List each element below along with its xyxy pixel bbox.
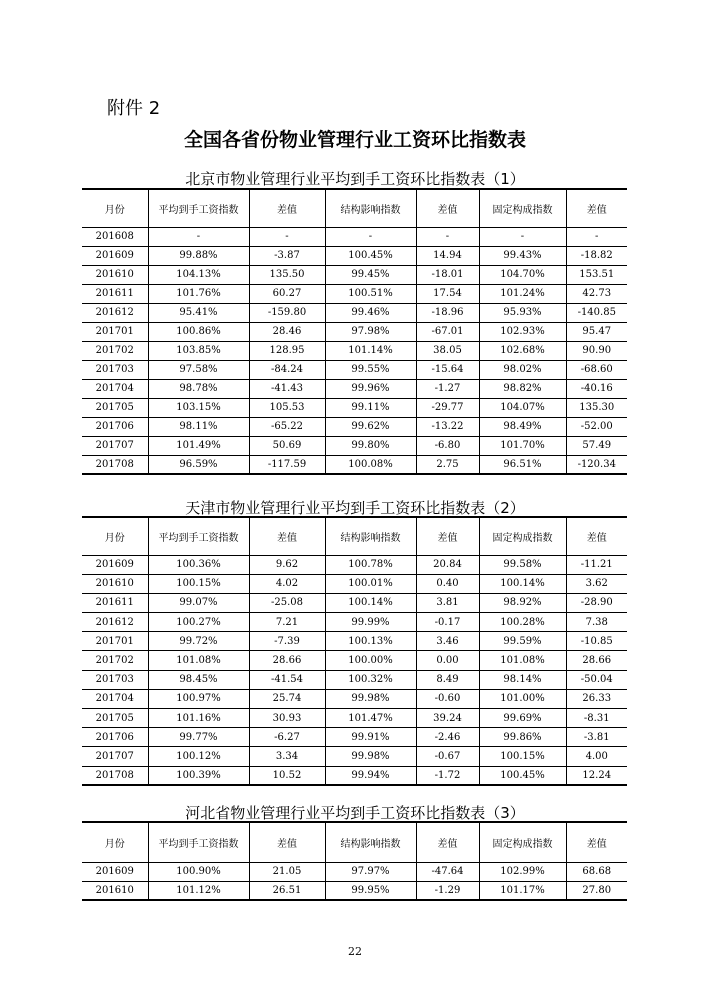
table-cell: 99.94% [325,766,416,785]
table-cell: 100.32% [325,670,416,689]
table-cell: 104.13% [148,265,249,284]
table-cell: 103.15% [148,398,249,417]
table-cell: 98.92% [479,593,566,612]
month-cell: 201707 [82,436,148,455]
table-cell: 100.01% [325,574,416,593]
column-header: 结构影响指数 [325,517,416,555]
table-cell: 99.98% [325,689,416,708]
table-cell: -41.43 [249,379,325,398]
month-cell: 201609 [82,555,148,574]
table-cell: 102.99% [479,862,566,881]
table-cell: -10.85 [566,632,627,651]
table-cell: 95.47 [566,322,627,341]
table-row [82,417,627,436]
table-cell: 99.45% [325,265,416,284]
table-cell: 30.93 [249,709,325,728]
table-header-row [82,517,627,555]
table-cell: 96.59% [148,455,249,474]
table-cell: 26.51 [249,881,325,900]
column-header: 平均到手工资指数 [148,822,249,862]
table-cell: 100.51% [325,284,416,303]
table-cell: 14.94 [416,246,479,265]
table-cell: -8.31 [566,709,627,728]
table-cell: -3.87 [249,246,325,265]
table-cell: -7.39 [249,632,325,651]
table-row [82,227,627,246]
table-cell: 101.17% [479,881,566,900]
table-cell: - [416,227,479,246]
table-cell: 101.49% [148,436,249,455]
column-header: 差值 [249,189,325,227]
table-row [82,246,627,265]
table-cell: -1.29 [416,881,479,900]
table-cell: 100.15% [148,574,249,593]
table-row [82,709,627,728]
table-cell: -18.01 [416,265,479,284]
table-cell: 4.00 [566,747,627,766]
month-cell: 201705 [82,398,148,417]
table-cell: - [148,227,249,246]
table-cell: 100.27% [148,613,249,632]
table-cell: 42.73 [566,284,627,303]
table-tianjin [82,516,627,786]
month-cell: 201702 [82,651,148,670]
table-cell: -29.77 [416,398,479,417]
column-header: 平均到手工资指数 [148,189,249,227]
table-cell: 98.82% [479,379,566,398]
table-cell: 57.49 [566,436,627,455]
column-header: 月份 [82,822,148,862]
table-row [82,593,627,612]
table-cell: 3.46 [416,632,479,651]
table-row [82,360,627,379]
table-cell: 99.59% [479,632,566,651]
column-header: 差值 [416,517,479,555]
table-cell: 50.69 [249,436,325,455]
table-cell: -0.17 [416,613,479,632]
table-cell: 101.08% [148,651,249,670]
table-cell: 10.52 [249,766,325,785]
table-cell: -0.60 [416,689,479,708]
table-cell: 99.86% [479,728,566,747]
table-cell: 98.78% [148,379,249,398]
table-row [82,574,627,593]
table-cell: 101.76% [148,284,249,303]
table-cell: 99.55% [325,360,416,379]
table-cell: 95.93% [479,303,566,322]
table-cell: -25.08 [249,593,325,612]
page-number: 22 [348,945,362,958]
table-row [82,379,627,398]
table-cell: 99.88% [148,246,249,265]
table-cell: 98.11% [148,417,249,436]
table-cell: 100.12% [148,747,249,766]
table-row [82,613,627,632]
table-cell: 97.58% [148,360,249,379]
table-cell: 135.50 [249,265,325,284]
table-cell: 100.86% [148,322,249,341]
table-cell: 99.77% [148,728,249,747]
page-title: 全国各省份物业管理行业工资环比指数表 [183,129,526,151]
table-cell: 100.14% [479,574,566,593]
table-cell: 104.07% [479,398,566,417]
table-cell: -67.01 [416,322,479,341]
table-row [82,651,627,670]
table-cell: 100.45% [325,246,416,265]
table-cell: -120.34 [566,455,627,474]
table-cell: 135.30 [566,398,627,417]
table-cell: 0.00 [416,651,479,670]
table-cell: 99.69% [479,709,566,728]
table-row [82,728,627,747]
table-cell: 100.13% [325,632,416,651]
table-cell: 104.70% [479,265,566,284]
table-cell: 100.15% [479,747,566,766]
column-header: 固定构成指数 [479,189,566,227]
table-cell: 20.84 [416,555,479,574]
table-cell: 28.66 [249,651,325,670]
table-cell: 3.81 [416,593,479,612]
table-cell: 4.02 [249,574,325,593]
month-cell: 201609 [82,862,148,881]
table-cell: 99.91% [325,728,416,747]
table-cell: -84.24 [249,360,325,379]
table-title-tianjin: 天津市物业管理行业平均到手工资环比指数表（2） [185,499,525,517]
table-cell: 99.80% [325,436,416,455]
table-cell: 101.16% [148,709,249,728]
month-cell: 201612 [82,613,148,632]
table-cell: 99.72% [148,632,249,651]
table-cell: -1.27 [416,379,479,398]
column-header: 差值 [566,517,627,555]
table-cell: 101.00% [479,689,566,708]
column-header: 平均到手工资指数 [148,517,249,555]
table-cell: 100.08% [325,455,416,474]
table-cell: 102.68% [479,341,566,360]
month-cell: 201608 [82,227,148,246]
column-header: 差值 [416,822,479,862]
table-cell: 99.62% [325,417,416,436]
table-header-row [82,189,627,227]
column-header: 差值 [566,189,627,227]
table-cell: -50.04 [566,670,627,689]
table-cell: 3.34 [249,747,325,766]
table-cell: 99.43% [479,246,566,265]
table-cell: 101.08% [479,651,566,670]
month-cell: 201701 [82,322,148,341]
table-hebei [82,821,627,901]
table-cell: -41.54 [249,670,325,689]
table-cell: - [566,227,627,246]
table-cell: 99.11% [325,398,416,417]
month-cell: 201612 [82,303,148,322]
table-row [82,670,627,689]
table-cell: 128.95 [249,341,325,360]
table-header-row [82,822,627,862]
month-cell: 201702 [82,341,148,360]
table-cell: -65.22 [249,417,325,436]
table-cell: - [479,227,566,246]
table-title-hebei: 河北省物业管理行业平均到手工资环比指数表（3） [185,804,525,822]
table-cell: -159.80 [249,303,325,322]
table-cell: 101.12% [148,881,249,900]
table-cell: 99.98% [325,747,416,766]
column-header: 差值 [416,189,479,227]
table-row [82,303,627,322]
table-cell: -28.90 [566,593,627,612]
table-row [82,398,627,417]
month-cell: 201611 [82,284,148,303]
table-cell: 26.33 [566,689,627,708]
table-row [82,284,627,303]
column-header: 月份 [82,189,148,227]
column-header: 月份 [82,517,148,555]
month-cell: 201704 [82,689,148,708]
table-cell: -6.27 [249,728,325,747]
table-row [82,747,627,766]
month-cell: 201708 [95,458,134,470]
table-cell: 39.24 [416,709,479,728]
table-cell: 153.51 [566,265,627,284]
table-cell: 101.70% [479,436,566,455]
table-cell: -52.00 [566,417,627,436]
month-cell: 201703 [82,360,148,379]
table-cell: 12.24 [566,766,627,785]
month-cell: 201706 [82,728,148,747]
table-cell: 103.85% [148,341,249,360]
table-cell: 101.24% [479,284,566,303]
table-cell: 97.97% [325,862,416,881]
month-cell: 201704 [82,379,148,398]
month-cell: 201706 [82,417,148,436]
table-beijing [82,188,627,475]
table-cell: 99.07% [148,593,249,612]
table-cell: 38.05 [416,341,479,360]
table-cell: 99.96% [325,379,416,398]
table-cell: 21.05 [249,862,325,881]
table-cell: 101.47% [325,709,416,728]
table-cell: 68.68 [566,862,627,881]
table-row [82,322,627,341]
table-cell: 98.49% [479,417,566,436]
table-row [82,862,627,881]
column-header: 差值 [249,517,325,555]
table-cell: 9.62 [249,555,325,574]
month-cell: 201610 [95,884,134,896]
table-cell: 101.14% [325,341,416,360]
table-cell: -18.82 [566,246,627,265]
table-cell: -18.96 [416,303,479,322]
table-cell: 96.51% [479,455,566,474]
table-cell: 2.75 [416,455,479,474]
table-row [82,881,627,900]
table-cell: -1.72 [416,766,479,785]
table-cell: -0.67 [416,747,479,766]
column-header: 固定构成指数 [479,822,566,862]
table-cell: 99.99% [325,613,416,632]
table-cell: 60.27 [249,284,325,303]
table-cell: 90.90 [566,341,627,360]
table-cell: 100.45% [479,766,566,785]
column-header: 差值 [249,822,325,862]
table-cell: -13.22 [416,417,479,436]
month-cell: 201703 [82,670,148,689]
table-title-beijing: 北京市物业管理行业平均到手工资环比指数表（1） [185,170,525,188]
table-cell: -140.85 [566,303,627,322]
month-cell: 201610 [82,574,148,593]
table-cell: 7.21 [249,613,325,632]
month-cell: 201701 [82,632,148,651]
table-cell: -117.59 [249,455,325,474]
table-cell: 97.98% [325,322,416,341]
table-cell: 99.58% [479,555,566,574]
table-row [82,265,627,284]
table-row [82,766,627,785]
table-row [82,555,627,574]
table-cell: 100.14% [325,593,416,612]
month-cell: 201609 [82,246,148,265]
table-row [82,632,627,651]
table-cell: 3.62 [566,574,627,593]
table-cell: -47.64 [416,862,479,881]
table-cell: 100.39% [148,766,249,785]
table-cell: 99.46% [325,303,416,322]
table-cell: 100.78% [325,555,416,574]
table-row [82,689,627,708]
table-cell: -15.64 [416,360,479,379]
table-cell: 100.36% [148,555,249,574]
table-cell: 27.80 [566,881,627,900]
table-cell: -68.60 [566,360,627,379]
table-cell: - [325,227,416,246]
table-cell: 100.90% [148,862,249,881]
table-cell: 28.46 [249,322,325,341]
table-cell: -11.21 [566,555,627,574]
month-cell: 201707 [82,747,148,766]
table-cell: 25.74 [249,689,325,708]
table-cell: 0.40 [416,574,479,593]
table-cell: -3.81 [566,728,627,747]
month-cell: 201708 [95,769,134,781]
month-cell: 201611 [82,593,148,612]
table-row [82,341,627,360]
column-header: 差值 [566,822,627,862]
month-cell: 201705 [82,709,148,728]
table-cell: -6.80 [416,436,479,455]
month-cell: 201610 [82,265,148,284]
column-header: 固定构成指数 [479,517,566,555]
table-cell: -40.16 [566,379,627,398]
table-cell: 102.93% [479,322,566,341]
column-header: 结构影响指数 [325,189,416,227]
table-cell: -2.46 [416,728,479,747]
table-row [82,436,627,455]
table-cell: 7.38 [566,613,627,632]
table-cell: 28.66 [566,651,627,670]
table-cell: 98.02% [479,360,566,379]
table-cell: 17.54 [416,284,479,303]
table-cell: 99.95% [325,881,416,900]
table-cell: 98.45% [148,670,249,689]
table-cell: 105.53 [249,398,325,417]
table-cell: 100.00% [325,651,416,670]
table-row [82,455,627,474]
table-cell: 98.14% [479,670,566,689]
table-cell: 100.28% [479,613,566,632]
table-cell: 100.97% [148,689,249,708]
table-cell: 95.41% [148,303,249,322]
table-cell: - [249,227,325,246]
attachment-label: 附件 2 [107,98,161,119]
column-header: 结构影响指数 [325,822,416,862]
table-cell: 8.49 [416,670,479,689]
